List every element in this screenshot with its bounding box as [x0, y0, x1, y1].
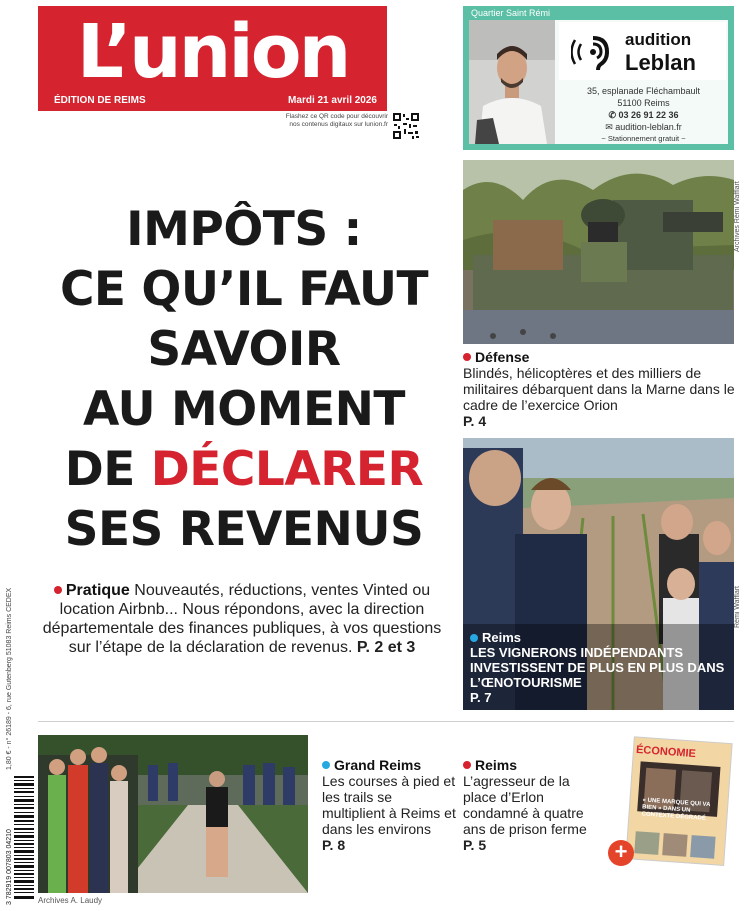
vignerons-text: LES VIGNERONS INDÉPENDANTS INVESTISSENT DE PLUS EN PLUS DANS L’ŒNOTOURISME [470, 645, 725, 690]
magazine-headline: « UNE MARQUE QUI VA BIEN » DANS UN CONTEXTE DÉGRADÉ [641, 797, 711, 822]
plus-icon[interactable]: + [608, 840, 634, 866]
bullet-dot [322, 761, 330, 769]
ad-logo-box [559, 22, 726, 80]
logo[interactable]: L’union [76, 9, 349, 95]
agresseur-page: P. 5 [463, 837, 487, 853]
headline-line1: IMPÔTS : [126, 202, 362, 257]
ear-icon [571, 32, 615, 72]
ad-brand-line2: Leblan [625, 50, 696, 75]
qr-code-icon[interactable] [392, 112, 420, 140]
pratique-page: P. 2 et 3 [356, 639, 416, 656]
imprint-text: 1,80 € - n° 26189 - 6, rue Gutenberg 51083 Reims CEDEX [6, 587, 13, 770]
qr-caption: Flashez ce QR code pour découvrir nos contenus digitaux sur lunion.fr [285, 113, 388, 128]
barcode-icon [10, 776, 34, 900]
headline-highlight: DÉCLARER [150, 442, 424, 497]
headline-line6: SES REVENUS [64, 502, 424, 557]
issue-date: Mardi 21 avril 2026 [288, 95, 377, 106]
magazine-title: ÉCONOMIE [635, 743, 697, 761]
bullet-dot [54, 586, 62, 594]
agresseur-kicker: Reims [475, 757, 518, 773]
economie-magazine[interactable] [614, 736, 734, 866]
courses-text: Les courses à pied et les trails se multiplient à Reims et dans les environs [322, 773, 456, 837]
bullet-dot [470, 634, 478, 642]
defense-page: P. 4 [463, 413, 487, 429]
pratique-kicker: Pratique [65, 582, 130, 599]
main-headline[interactable] [28, 200, 460, 560]
advertisement[interactable] [463, 6, 734, 150]
ad-website[interactable]: ✉ audition-leblan.fr [605, 122, 682, 132]
barcode-number: 3 782919 007803 04210 [6, 829, 13, 905]
vignerons-teaser[interactable] [470, 630, 732, 705]
headline-line2: CE QU’IL FAUT [59, 262, 429, 317]
ad-quartier: Quartier Saint Rémi [471, 8, 551, 18]
ad-parking: ~ Stationnement gratuit ~ [601, 134, 686, 143]
vignerons-kicker: Reims [482, 630, 522, 645]
vignerons-page: P. 7 [470, 690, 492, 705]
headline-line4: AU MOMENT [83, 382, 405, 437]
defense-kicker: Défense [475, 349, 530, 365]
vignerons-photo-credit: Rémi Wafflart [734, 585, 741, 628]
ad-portrait [469, 20, 555, 144]
agresseur-teaser[interactable] [463, 757, 603, 853]
defense-teaser[interactable] [463, 349, 738, 429]
headline-line3: SAVOIR [147, 322, 341, 377]
headline-line5 [28, 440, 460, 500]
courses-photo-credit: Archives A. Laudy [38, 896, 103, 905]
masthead [38, 6, 387, 111]
ad-panel [469, 20, 728, 144]
edition-label: ÉDITION DE REIMS [54, 95, 146, 106]
defense-photo-credit: Archives Rémi Wafflart [734, 181, 741, 252]
defense-text: Blindés, hélicoptères et des milliers de militaires débarquent dans la Marne dans le cadre de l’exercice Orion [463, 365, 735, 413]
ad-address2: 51100 Reims [617, 98, 670, 108]
courses-photo[interactable] [38, 735, 308, 893]
courses-kicker: Grand Reims [334, 757, 422, 773]
pratique-text: Nouveautés, réductions, ventes Vinted ou location Airbnb... Nous répondons, avec la direction départementale des finances publiques, à vos questions sur l’étape de la déclaration de revenus. [42, 582, 442, 656]
courses-page: P. 8 [322, 837, 346, 853]
pratique-teaser[interactable] [42, 581, 442, 657]
ad-phone[interactable]: ✆ 03 26 91 22 36 [608, 110, 679, 120]
ad-brand-line1: audition [625, 30, 692, 49]
ad-address1: 35, esplanade Fléchambault [586, 86, 701, 96]
courses-teaser[interactable] [322, 757, 457, 853]
bullet-dot [463, 761, 471, 769]
agresseur-text: L’agresseur de la place d’Erlon condamné à quatre ans de prison ferme [463, 773, 587, 837]
divider [38, 721, 734, 722]
defense-photo[interactable] [463, 160, 734, 344]
headline-line5-pre: DE [64, 442, 151, 497]
bullet-dot [463, 353, 471, 361]
